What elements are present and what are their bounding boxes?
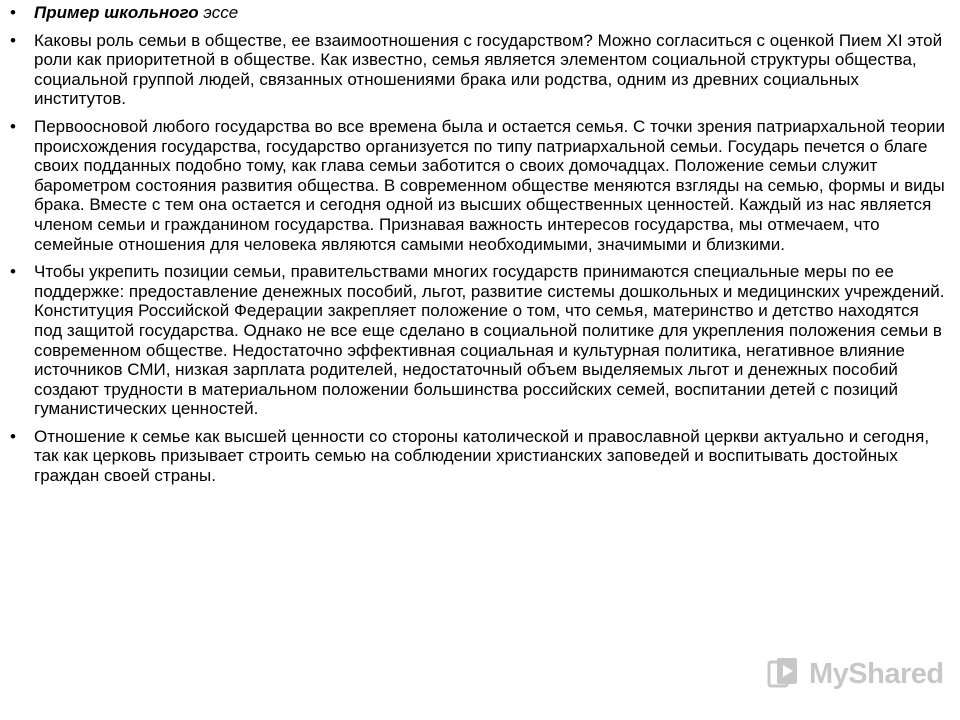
bullet-item-paragraph-2 [6,117,950,254]
essay-title-strong: Пример школьного [34,3,199,22]
watermark-text: MyShared [809,657,944,690]
bullet-dot: • [10,426,16,446]
bullet-dot: • [10,262,16,282]
bullet-item-paragraph-4 [6,427,950,486]
essay-title-light: эссе [198,3,239,22]
bullet-dot: • [10,30,16,50]
bullet-item-title [6,3,950,23]
paragraph-text: Каковы роль семьи в обществе, ее взаимоотношения с государством? Можно согласиться с оценкой Пием XI этой роли как приоритетной в обществе. Как известно, семья является элементом социальной структуры общества, социальной группой людей, связанных отношениями брака или родства, одним из древних социальных институтов. [34,30,943,109]
paragraph-text: Отношение к семье как высшей ценности со стороны католической и православной церкви актуально и сегодня, так как церковь призывает строить семью на соблюдении христианских заповедей и воспитывать достойных граждан своей страны. [34,426,930,486]
myshared-watermark [765,654,944,694]
paragraph-text: Чтобы укрепить позиции семьи, правительствами многих государств принимаются специальные меры по ее поддержке: предоставление денежных пособий, льгот, развитие системы дошкольных и медицинских учреждений. Конституция Российской Федерации закрепляет положение о том, что семья, материнство и детство находятся под защитой государства. Однако не все еще сделано в социальной политике для укрепления положения семьи в современном обществе. Недостаточно эффективная социальная и культурная политика, негативное влияние источников СМИ, низкая зарплата родителей, недостаточный объем выделяемых льгот и денежных пособий создают трудности в материальном положении большинства российских семей, воспитании детей с позиций гуманистических ценностей. [34,262,945,419]
paragraph-text: Первоосновой любого государства во все времена была и остается семья. С точки зрения патриархальной теории происхождения государства, государство организуется по типу патриархальной семьи. Государь печется о благе своих подданных подобно тому, как глава семьи заботится о своих домочадцах. Положение семьи служит барометром состояния развития общества. В современном обществе меняются взгляды на семью, формы и виды брака. Вместе с тем она остается и сегодня одной из высших общественных ценностей. Каждый из нас является членом семьи и гражданином государства. Признавая важность интересов государства, мы отмечаем, что семейные отношения для человека являются самыми необходимыми, значимыми и близкими. [34,116,945,254]
bullet-item-paragraph-1 [6,31,950,109]
bullet-item-paragraph-3 [6,262,950,419]
myshared-logo-icon [765,654,805,694]
bullet-dot: • [10,116,16,136]
bullet-list [6,3,950,494]
bullet-dot: • [10,3,16,22]
